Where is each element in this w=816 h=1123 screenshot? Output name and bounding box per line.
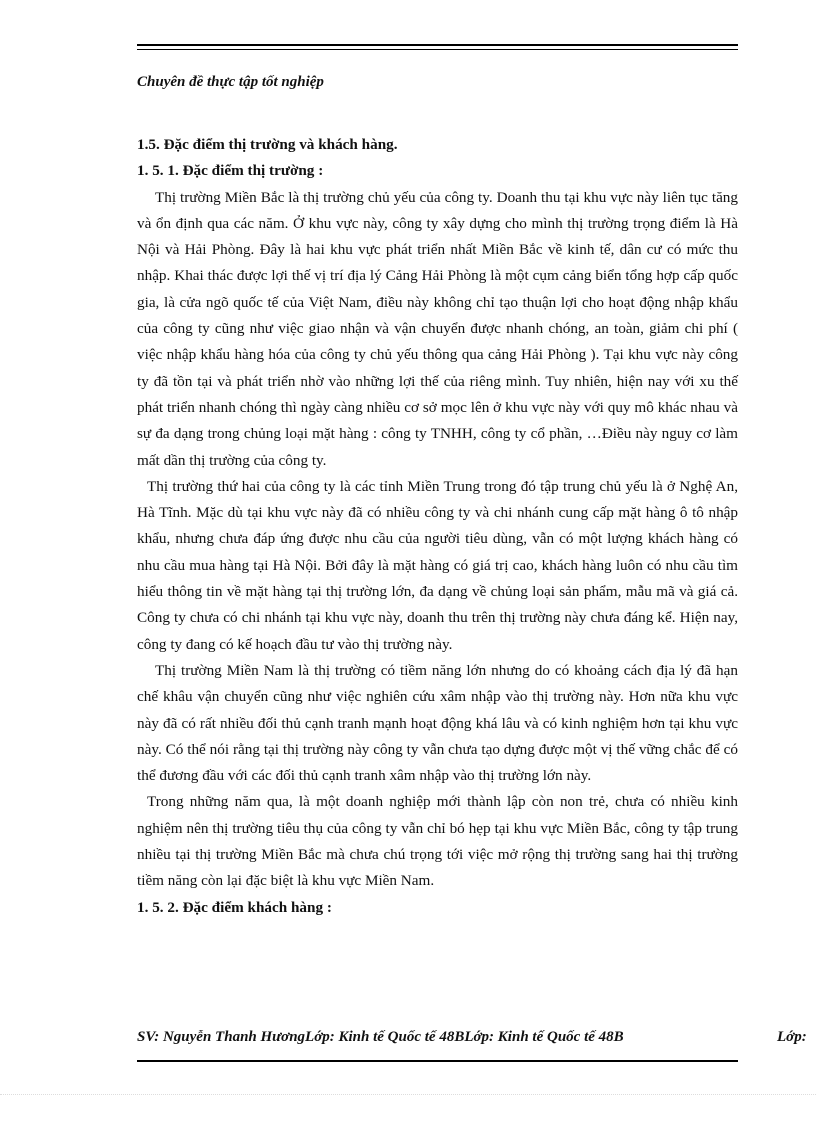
- header-rule-thin: [137, 49, 738, 50]
- paragraph-north-market: Thị trường Miền Bắc là thị trường chủ yếu của công ty. Doanh thu tại khu vực này liên tục tăng và ổn định qua các năm. Ở khu vực này, công ty xây dựng cho mình thị trường trọng điểm là Hà Nội và Hải Phòng. Đây là hai khu vực phát triển nhất Miền Bắc về kinh tế, dân cư có mức thu nhập. Khai thác được lợi thế vị trí địa lý Cảng Hải Phòng là một cụm cảng biển tổng hợp cấp quốc gia, là cửa ngõ quốc tế của Việt Nam, điều này không chỉ tạo thuận lợi cho hoạt động nhập khẩu của công ty cũng như việc giao nhận và vận chuyển được nhanh chóng, an toàn, giảm chi phí ( việc nhập khẩu hàng hóa của công ty chủ yếu thông qua cảng Hải Phòng ). Tại khu vực này công ty đã tồn tại và phát triển nhờ vào những lợi thế của riêng mình. Tuy nhiên, hiện nay với xu thế phát triển nhanh chóng thì ngày càng nhiều cơ sở mọc lên ở khu vực này với quy mô khác nhau và sự đa dạng trong chủng loại mặt hàng : công ty TNHH, công ty cổ phần, …Điều này nguy cơ làm mất dần thị trường của công ty.: [137, 188, 738, 469]
- document-header-title: Chuyên đề thực tập tốt nghiệp: [137, 74, 324, 90]
- footer-student-info: SV: Nguyễn Thanh HươngLớp: Kinh tế Quốc tế 48BLớp: Kinh tế Quốc tế 48B: [137, 1029, 624, 1045]
- header-rule-thick: [137, 44, 738, 46]
- document-body: [137, 132, 738, 921]
- page-edge: [0, 1094, 816, 1095]
- section-heading-1-5-1: 1. 5. 1. Đặc điểm thị trường :: [137, 162, 324, 180]
- paragraph-central-market: Thị trường thứ hai của công ty là các tỉnh Miền Trung trong đó tập trung chủ yếu là ở Nghệ An, Hà Tĩnh. Mặc dù tại khu vực này đã có nhiều công ty và chi nhánh cung cấp mặt hàng ô tô nhập khẩu, nhưng chưa đáp ứng được nhu cầu của người tiêu dùng, vẫn có một lượng khách hàng có nhu cầu mua hàng tại Hà Nội. Bởi đây là mặt hàng có giá trị cao, khách hàng luôn có nhu cầu tìm hiểu thông tin về mặt hàng tại thị trường lớn, đa dạng về chủng loại sản phẩm, mẫu mã và giá cả. Công ty chưa có chi nhánh tại khu vực này, doanh thu trên thị trường này chưa đáng kể. Hiện nay, công ty đang có kế hoạch đầu tư vào thị trường này.: [137, 477, 738, 653]
- section-heading-1-5-2: 1. 5. 2. Đặc điểm khách hàng :: [137, 898, 332, 916]
- paragraph-south-market: Thị trường Miền Nam là thị trường có tiềm năng lớn nhưng do có khoảng cách địa lý đã hạn chế khâu vận chuyển cũng như việc nghiên cứu xâm nhập vào thị trường này. Hơn nữa khu vực này đã có rất nhiều đối thủ cạnh tranh mạnh hoạt động khá lâu và có kinh nghiệm hơn tại khu vực này. Có thể nói rằng tại thị trường này công ty vẫn chưa tạo dựng được một vị thế vững chắc để có thể đương đầu với các đối thủ cạnh tranh xâm nhập vào thị trường lớn này.: [137, 661, 738, 785]
- document-footer: [137, 1029, 816, 1046]
- section-heading-1-5: 1.5. Đặc điểm thị trường và khách hàng.: [137, 136, 398, 153]
- footer-class-label: Lớp:: [777, 1029, 807, 1045]
- paragraph-summary: Trong những năm qua, là một doanh nghiệp mới thành lập còn non trẻ, chưa có nhiều kinh nghiệm nên thị trường tiêu thụ của công ty vẫn chỉ bó hẹp tại khu vực Miền Bắc, công ty tập trung nhiều tại thị trường Miền Bắc mà chưa chú trọng tới việc mở rộng thị trường sang hai thị trường tiềm năng còn lại đặc biệt là khu vực Miền Nam.: [137, 793, 738, 890]
- footer-rule: [137, 1060, 738, 1062]
